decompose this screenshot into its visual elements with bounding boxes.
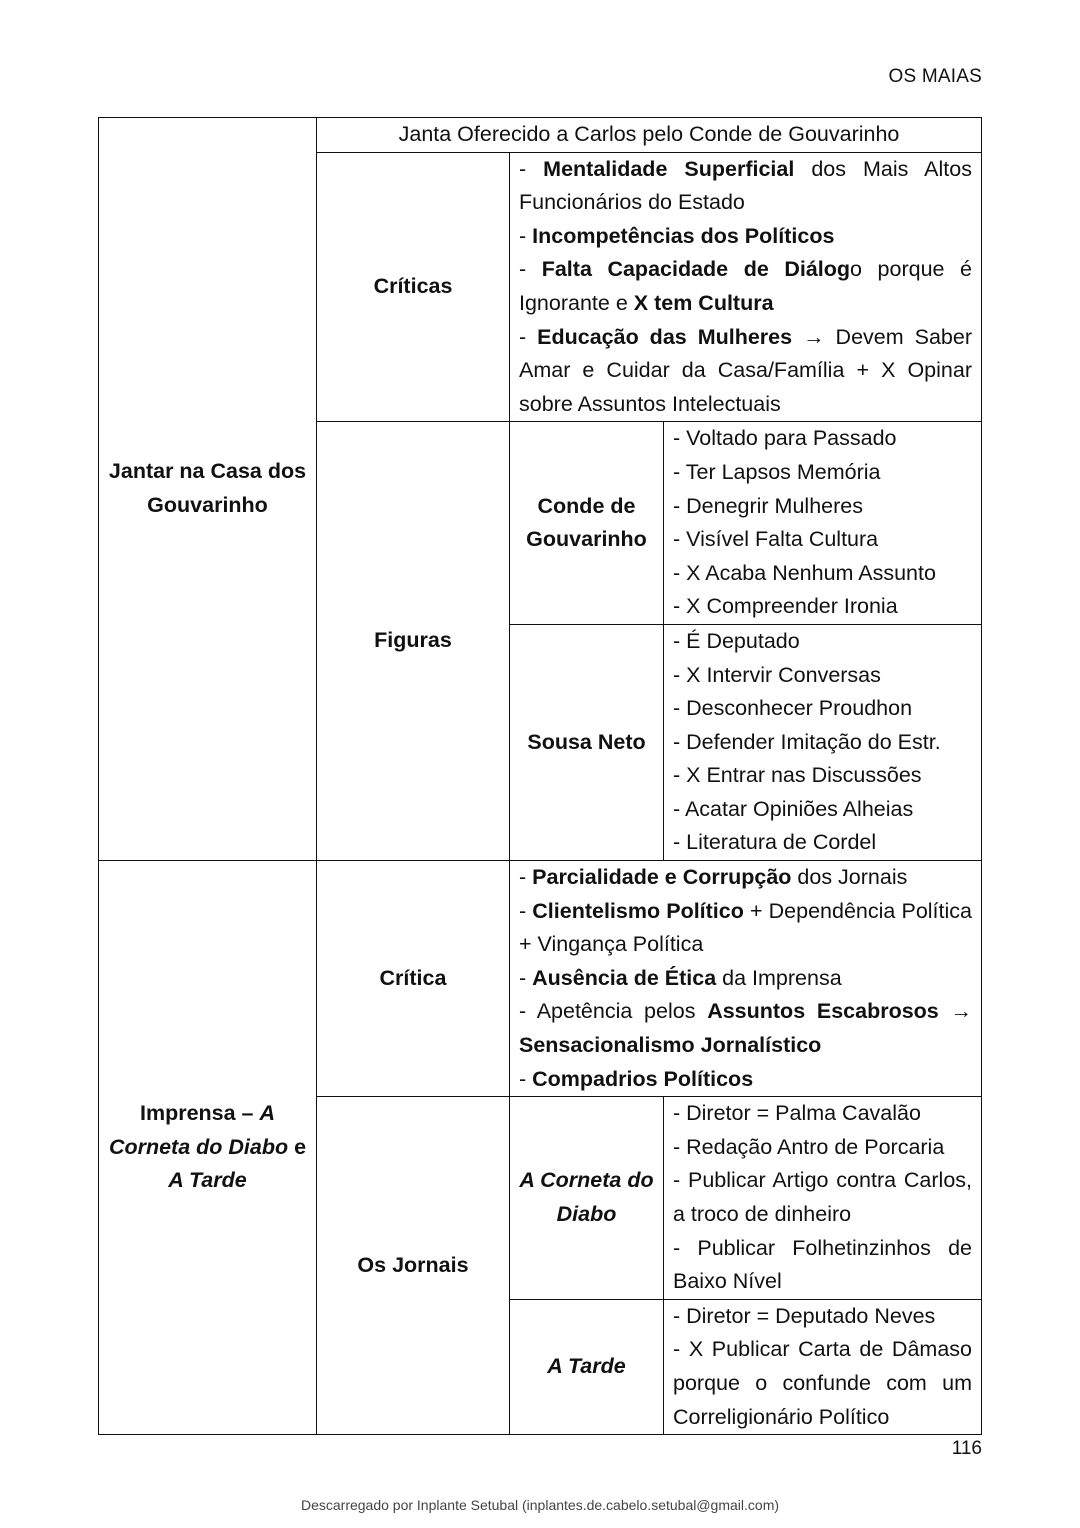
figure-name: Sousa Neto: [510, 624, 664, 860]
paper-traits: - Diretor = Palma Cavalão - Redação Antro de Porcaria - Publicar Artigo contra Carlos, a troco de dinheiro - Publicar Folhetinzinhos de Baixo Nível: [664, 1097, 982, 1300]
critica-list: [510, 861, 982, 1097]
figure-traits: - É Deputado - X Intervir Conversas - Desconhecer Proudhon - Defender Imitação do Estr. - X Entrar nas Discussões - Acatar Opiniões Alheias - Literatura de Cordel: [664, 624, 982, 860]
critica-item: - Clientelismo Político + Dependência Política + Vingança Política: [519, 898, 972, 957]
paper-name: A Tarde: [510, 1299, 664, 1434]
critica-item: - Apetência pelos Assuntos Escabrosos → Sensacionalismo Jornalístico: [519, 999, 972, 1058]
section-subtitle: Janta Oferecido a Carlos pelo Conde de Gouvarinho: [317, 118, 982, 153]
critica-item: - Educação das Mulheres → Devem Saber Amar e Cuidar da Casa/Família + X Opinar sobre Assuntos Intelectuais: [519, 324, 972, 416]
paper-name: A Corneta do Diabo: [510, 1097, 664, 1300]
figure-traits: - Voltado para Passado - Ter Lapsos Memória - Denegrir Mulheres - Visível Falta Cultura - X Acaba Nenhum Assunto - X Compreender Ironia: [664, 422, 982, 625]
critica-label: Crítica: [317, 861, 510, 1097]
critica-item: - Falta Capacidade de Diálogo porque é Ignorante e X tem Cultura: [519, 257, 972, 315]
criticas-label: Críticas: [317, 152, 510, 422]
running-header: OS MAIAS: [888, 66, 982, 87]
section-label-jantar: Jantar na Casa dos Gouvarinho: [99, 118, 317, 861]
figure-name: Conde de Gouvarinho: [510, 422, 664, 625]
figuras-label: Figuras: [317, 422, 510, 861]
section-label-imprensa: Imprensa – A Corneta do Diabo e A Tarde: [99, 861, 317, 1435]
paper-traits: - Diretor = Deputado Neves - X Publicar Carta de Dâmaso porque o confunde com um Correligionário Político: [664, 1299, 982, 1434]
download-note: Descarregado por Inplante Setubal (inplantes.de.cabelo.setubal@gmail.com): [300, 1497, 780, 1513]
critica-item: - Compadrios Políticos: [519, 1066, 754, 1091]
summary-table: [98, 117, 982, 1435]
criticas-list: [510, 152, 982, 422]
critica-item: - Mentalidade Superficial dos Mais Altos Funcionários do Estado: [519, 156, 972, 215]
critica-item: - Parcialidade e Corrupção dos Jornais: [519, 865, 908, 890]
jornais-label: Os Jornais: [317, 1097, 510, 1435]
page-number: 116: [951, 1438, 982, 1459]
critica-item: - Ausência de Ética da Imprensa: [519, 965, 842, 990]
critica-item: - Incompetências dos Políticos: [519, 223, 835, 248]
